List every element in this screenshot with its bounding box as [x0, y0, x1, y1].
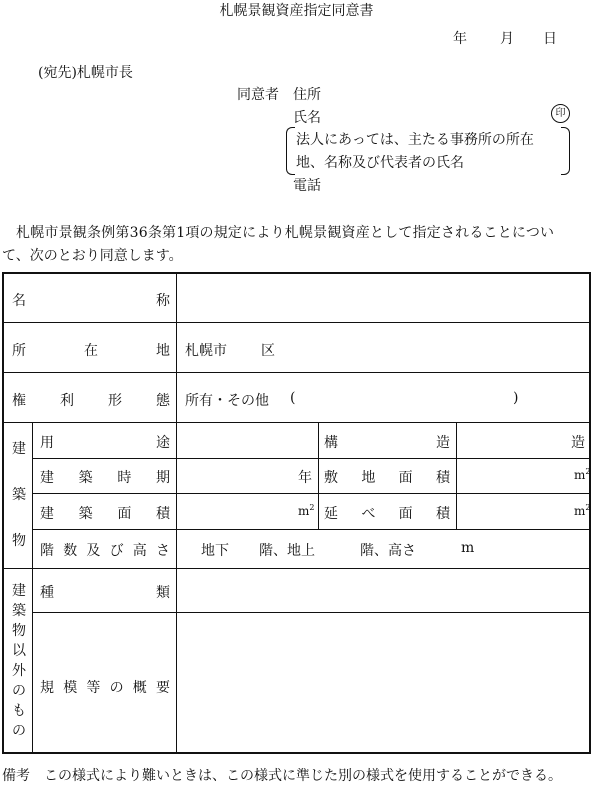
consenter-label: 同意者: [237, 87, 279, 103]
outline-label: 規 模 等 の 概 要: [40, 680, 170, 696]
structure-unit: 造: [571, 435, 585, 451]
floors-height-label: 階 数 及 び 高 さ: [40, 543, 170, 559]
building-area-label: 建 築 面 積: [40, 506, 170, 522]
name-row-label: 名 称: [12, 293, 170, 309]
ownership-row-label: 権 利 形 態: [12, 393, 170, 409]
corporate-note-line1: 法人にあっては、主たる事務所の所在: [296, 132, 534, 148]
floor-area-label: 延 べ 面 積: [324, 506, 450, 522]
remarks: 備考 この様式により難いときは、この様式に準じた別の様式を使用することができる。: [2, 768, 562, 784]
type-label: 種 類: [40, 585, 170, 601]
date-day-label: 日: [543, 31, 557, 47]
site-area-unit: $m^2$: [574, 467, 591, 482]
site-area-label: 敷 地 面 積: [324, 470, 450, 486]
ownership-value: 所有・その他: [185, 393, 269, 409]
built-period-label: 建 築 時 期: [40, 470, 170, 486]
bracket-left: [286, 127, 295, 175]
height-unit: m: [461, 540, 475, 556]
seal-mark-icon: 印: [551, 104, 570, 123]
date-month-label: 月: [500, 31, 514, 47]
building-section-label: 建 築 物: [12, 441, 26, 549]
date-year-label: 年: [453, 31, 467, 47]
floor-area-unit: $m^2$: [574, 503, 591, 518]
building-area-unit: $m^2$: [298, 503, 315, 518]
ownership-close-paren: ): [513, 390, 519, 406]
floors-height: 階、高さ: [360, 543, 416, 559]
location-row-label: 所 在 地: [12, 343, 170, 359]
bracket-right: [561, 127, 570, 175]
intro-line1: 札幌市景観条例第36条第1項の規定により札幌景観資産として指定されることについ: [16, 225, 555, 241]
location-ward: 区: [261, 343, 275, 359]
ownership-open-paren: (: [290, 390, 296, 406]
structure-label: 構 造: [324, 435, 450, 451]
address-label: 住所: [293, 87, 321, 103]
name-label: 氏名: [293, 110, 321, 126]
phone-label: 電話: [293, 178, 321, 194]
location-city: 札幌市: [185, 343, 227, 359]
corporate-note-line2: 地、名称及び代表者の氏名: [296, 155, 464, 171]
form-title: 札幌景観資産指定同意書: [219, 3, 374, 19]
non-building-section-label: 建 築 物 以 外 の も の: [12, 583, 26, 739]
intro-line2: て、次のとおり同意します。: [2, 248, 183, 264]
consent-table: [2, 272, 591, 754]
floors-above: 階、地上: [259, 543, 315, 559]
addressee: (宛先)札幌市長: [38, 65, 133, 81]
built-period-unit: 年: [298, 470, 312, 486]
floors-underground: 地下: [201, 543, 229, 559]
name-field[interactable]: [180, 276, 585, 320]
use-label: 用 途: [40, 435, 170, 451]
